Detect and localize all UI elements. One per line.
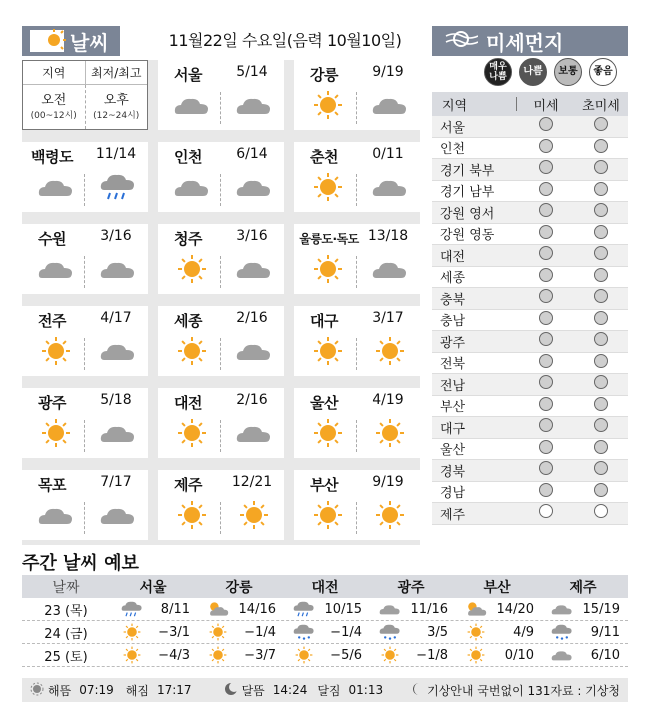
sunrise-label: 해뜸	[48, 683, 72, 698]
pm25-indicator	[594, 117, 608, 131]
pm10-indicator	[539, 117, 553, 131]
dust-row	[432, 267, 628, 289]
pm10-indicator	[539, 182, 553, 196]
pm25-indicator	[594, 160, 608, 174]
pm10-indicator	[539, 311, 553, 325]
city-name: 세종	[174, 312, 202, 330]
dust-row	[432, 482, 628, 504]
weekly-temp: 6/10	[590, 647, 620, 663]
city-name: 광주	[38, 394, 66, 412]
weekly-forecast-title: 주간 날씨 예보	[22, 553, 139, 574]
cloud-icon	[234, 336, 274, 370]
dust-row	[432, 310, 628, 332]
cloud-icon	[98, 500, 138, 534]
pm25-indicator	[594, 289, 608, 303]
pm10-indicator	[539, 461, 553, 475]
sun-icon	[172, 500, 212, 534]
city-name: 부산	[310, 476, 338, 494]
pm25-indicator	[594, 418, 608, 432]
weekly-temp: −4/3	[158, 647, 190, 663]
weekly-temp: 4/9	[513, 624, 534, 640]
city-weather-grid	[22, 60, 420, 545]
sun-icon	[464, 623, 488, 641]
sun-icon	[172, 418, 212, 452]
city-temp: 2/16	[236, 392, 268, 408]
sun-icon	[370, 336, 410, 370]
weekly-temp: −1/8	[416, 647, 448, 663]
city-name: 청주	[174, 230, 202, 248]
moonrise-time: 14:24	[272, 683, 308, 697]
pm25-indicator	[594, 203, 608, 217]
sun-icon	[370, 418, 410, 452]
dust-region: 세종	[440, 271, 466, 287]
weather-header: 날씨	[22, 26, 120, 56]
dust-region: 서울	[440, 120, 466, 136]
sun-icon	[308, 418, 348, 452]
snow-icon	[378, 623, 402, 641]
dust-region: 제주	[440, 507, 466, 523]
sun-icon	[292, 646, 316, 664]
sun-icon	[36, 336, 76, 370]
pm25-indicator	[594, 311, 608, 325]
city-temp: 3/16	[100, 228, 132, 244]
city-temp: 5/18	[100, 392, 132, 408]
dust-row	[432, 245, 628, 267]
city-temp: 12/21	[231, 474, 273, 490]
sun-icon	[308, 336, 348, 370]
city-temp: 6/14	[236, 146, 268, 162]
cloud-icon	[234, 254, 274, 288]
sun-icon	[30, 682, 44, 699]
weekly-temp: 9/11	[590, 624, 620, 640]
pm25-indicator	[594, 139, 608, 153]
crescent-icon	[411, 682, 423, 699]
city-name: 백령도	[31, 148, 73, 166]
city-cell	[158, 142, 284, 212]
cloud-icon	[36, 500, 76, 534]
weekly-row	[22, 598, 628, 621]
city-temp: 0/11	[372, 146, 404, 162]
pm25-indicator	[594, 461, 608, 475]
city-temp: 2/16	[236, 310, 268, 326]
cloud-icon	[370, 90, 410, 124]
pm10-indicator	[539, 375, 553, 389]
dust-region: 충북	[440, 292, 466, 308]
dust-row	[432, 396, 628, 418]
pm10-indicator	[539, 203, 553, 217]
pm10-indicator	[539, 289, 553, 303]
dust-row	[432, 159, 628, 181]
city-temp: 5/14	[236, 64, 268, 80]
dust-region: 경기 북부	[440, 163, 495, 179]
suncloud-icon	[464, 600, 488, 618]
dust-region: 울산	[440, 443, 466, 459]
dust-row	[432, 439, 628, 461]
sun-icon	[308, 254, 348, 288]
city-cell	[22, 142, 148, 212]
dust-region: 경북	[440, 464, 466, 480]
weekly-city: 제주	[569, 579, 597, 596]
dust-level-badge: 매우 나쁨	[484, 58, 512, 86]
dust-region: 충남	[440, 314, 466, 330]
city-cell	[294, 142, 420, 212]
city-name: 울산	[310, 394, 338, 412]
weekly-temp: 10/15	[324, 601, 362, 617]
city-cell	[158, 60, 284, 130]
dust-row	[432, 138, 628, 160]
dust-region: 대전	[440, 249, 466, 265]
pm25-indicator	[594, 225, 608, 239]
dust-region: 강원 영서	[440, 206, 495, 222]
moon-icon	[224, 682, 238, 699]
rain-icon	[98, 172, 138, 206]
sun-icon	[36, 418, 76, 452]
city-cell	[22, 224, 148, 294]
sun-icon	[206, 623, 230, 641]
snow-icon	[550, 623, 574, 641]
weekly-temp: 14/16	[238, 601, 276, 617]
weekly-temp: −1/4	[330, 624, 362, 640]
cloud-icon	[98, 336, 138, 370]
cloud-icon	[98, 254, 138, 288]
city-name: 목포	[38, 476, 66, 494]
weekly-city: 대전	[311, 579, 339, 596]
pm10-indicator	[539, 418, 553, 432]
suncloud-icon	[206, 600, 230, 618]
cloud-icon	[550, 646, 574, 664]
cloud-icon	[234, 90, 274, 124]
city-name: 제주	[174, 476, 202, 494]
weekly-city: 광주	[397, 579, 425, 596]
cloud-icon	[370, 254, 410, 288]
sun-icon	[308, 172, 348, 206]
city-cell	[294, 306, 420, 376]
cloud-icon	[234, 418, 274, 452]
moonrise-label: 달뜸	[241, 683, 265, 698]
sun-icon	[120, 646, 144, 664]
cloud-icon	[98, 418, 138, 452]
dust-row	[432, 353, 628, 375]
dust-row	[432, 181, 628, 203]
pm10-indicator	[539, 397, 553, 411]
cloud-icon	[172, 172, 212, 206]
city-name: 대구	[310, 312, 338, 330]
weekly-temp: −1/4	[244, 624, 276, 640]
dust-region: 경남	[440, 486, 466, 502]
city-cell	[22, 306, 148, 376]
city-cell	[158, 306, 284, 376]
sun-icon	[120, 623, 144, 641]
cloud-icon	[36, 254, 76, 288]
dust-table	[432, 92, 628, 525]
sunset-time: 17:17	[156, 683, 192, 697]
sun-icon	[464, 646, 488, 664]
city-name: 수원	[38, 230, 66, 248]
pm10-indicator	[539, 139, 553, 153]
dust-row	[432, 224, 628, 246]
dust-region: 부산	[440, 400, 466, 416]
city-name: 전주	[38, 312, 66, 330]
legend-box	[22, 60, 148, 130]
weekly-temp: 8/11	[160, 601, 190, 617]
moonset-time: 01:13	[348, 683, 384, 697]
sun-icon	[172, 336, 212, 370]
weekly-date: 24 (금)	[44, 626, 88, 642]
dust-region: 강원 영동	[440, 228, 495, 244]
pm25-indicator	[594, 504, 608, 518]
cloud-icon	[550, 600, 574, 618]
dust-row	[432, 288, 628, 310]
date-label: 11월22일 수요일(음력 10월10일)	[168, 31, 402, 50]
city-cell	[158, 388, 284, 458]
cloud-icon	[378, 600, 402, 618]
dust-row	[432, 503, 628, 525]
dust-region: 경기 남부	[440, 185, 495, 201]
sunset-label: 해짐	[125, 683, 149, 698]
pm10-indicator	[539, 268, 553, 282]
dust-row	[432, 417, 628, 439]
pm10-indicator	[539, 483, 553, 497]
dust-region: 광주	[440, 335, 466, 351]
sun-icon	[308, 90, 348, 124]
dust-region: 대구	[440, 421, 466, 437]
weekly-temp: 15/19	[582, 601, 620, 617]
pm25-indicator	[594, 440, 608, 454]
city-cell	[22, 470, 148, 540]
rain-icon	[292, 600, 316, 618]
sun-icon	[234, 500, 274, 534]
sunrise-time: 07:19	[79, 683, 114, 697]
city-cell	[294, 60, 420, 130]
city-cell	[294, 388, 420, 458]
dust-level-legend	[484, 58, 617, 86]
city-temp: 9/19	[372, 474, 404, 490]
phone-info: 기상안내 국번없이 131	[427, 683, 551, 698]
dust-level-badge: 보통	[554, 58, 582, 86]
sun-icon	[172, 254, 212, 288]
city-temp: 4/17	[100, 310, 132, 326]
cloud-icon	[36, 172, 76, 206]
moonset-label: 달짐	[317, 683, 341, 698]
city-temp: 3/17	[372, 310, 404, 326]
weekly-temp: −5/6	[330, 647, 362, 663]
city-name: 춘천	[310, 148, 338, 166]
pm25-indicator	[594, 246, 608, 260]
dust-row	[432, 202, 628, 224]
sun-icon	[378, 646, 402, 664]
legend-region: 지역	[42, 66, 66, 80]
city-temp: 3/16	[236, 228, 268, 244]
dust-region: 인천	[440, 142, 466, 158]
pm10-indicator	[539, 225, 553, 239]
pm25-indicator	[594, 375, 608, 389]
city-name: 강릉	[310, 66, 338, 84]
cloud-icon	[234, 172, 274, 206]
dust-level-badge: 좋음	[589, 58, 617, 86]
pm25-indicator	[594, 397, 608, 411]
weekly-date: 23 (목)	[44, 603, 88, 619]
dust-region: 전북	[440, 357, 466, 373]
weekly-temp: 0/10	[504, 647, 534, 663]
sun-icon	[206, 646, 230, 664]
cloud-icon	[172, 90, 212, 124]
city-cell	[294, 470, 420, 540]
dust-row	[432, 374, 628, 396]
sun-icon	[370, 500, 410, 534]
weekly-forecast-table	[22, 575, 628, 667]
weekly-date: 25 (토)	[44, 649, 88, 665]
cloud-icon	[370, 172, 410, 206]
pm25-indicator	[594, 182, 608, 196]
rain-icon	[120, 600, 144, 618]
legend-minmax: 최저/최고	[85, 61, 148, 84]
city-cell	[22, 388, 148, 458]
city-name: 울릉도·독도	[299, 232, 359, 246]
city-temp: 11/14	[95, 146, 137, 162]
city-name: 인천	[174, 148, 202, 166]
weekly-city: 서울	[139, 579, 167, 596]
dust-header: 미세먼지	[432, 26, 628, 56]
dust-icon	[444, 29, 486, 54]
legend-am: 오전 (00~12시)	[30, 93, 77, 121]
pm10-indicator	[539, 246, 553, 260]
pm25-indicator	[594, 332, 608, 346]
city-temp: 9/19	[372, 64, 404, 80]
city-cell	[294, 224, 420, 294]
weekly-header: 날짜 서울 강릉 대전 광주 부산 제주	[22, 575, 628, 598]
sun-icon	[30, 30, 64, 52]
dust-row	[432, 116, 628, 138]
pm10-indicator	[539, 332, 553, 346]
dust-row	[432, 331, 628, 353]
pm10-indicator	[539, 160, 553, 174]
city-cell	[158, 470, 284, 540]
weekly-city: 강릉	[225, 579, 253, 596]
weekly-temp: 14/20	[496, 601, 534, 617]
footer	[22, 678, 628, 702]
weekly-row	[22, 644, 628, 667]
city-name: 서울	[174, 66, 202, 84]
weekly-city: 부산	[483, 579, 511, 596]
city-temp: 13/18	[367, 228, 409, 244]
sun-icon	[308, 500, 348, 534]
pm10-indicator	[539, 354, 553, 368]
pm25-indicator	[594, 354, 608, 368]
weekly-temp: −3/1	[158, 624, 190, 640]
pm10-indicator	[539, 504, 553, 518]
weekly-temp: −3/7	[244, 647, 276, 663]
dust-region: 전남	[440, 378, 466, 394]
source-label: 자료 : 기상청	[550, 683, 621, 698]
city-name: 대전	[174, 394, 202, 412]
city-temp: 7/17	[100, 474, 132, 490]
legend-pm: 오후 (12~24시)	[85, 85, 148, 129]
dust-table-header: 지역 미세 초미세	[432, 92, 628, 116]
dust-row	[432, 460, 628, 482]
weekly-temp: 3/5	[427, 624, 448, 640]
pm10-indicator	[539, 440, 553, 454]
city-temp: 4/19	[372, 392, 404, 408]
pm25-indicator	[594, 268, 608, 282]
city-cell	[158, 224, 284, 294]
pm25-indicator	[594, 483, 608, 497]
weekly-temp: 11/16	[410, 601, 448, 617]
dust-level-badge: 나쁨	[519, 58, 547, 86]
snow-icon	[292, 623, 316, 641]
weekly-row	[22, 621, 628, 644]
